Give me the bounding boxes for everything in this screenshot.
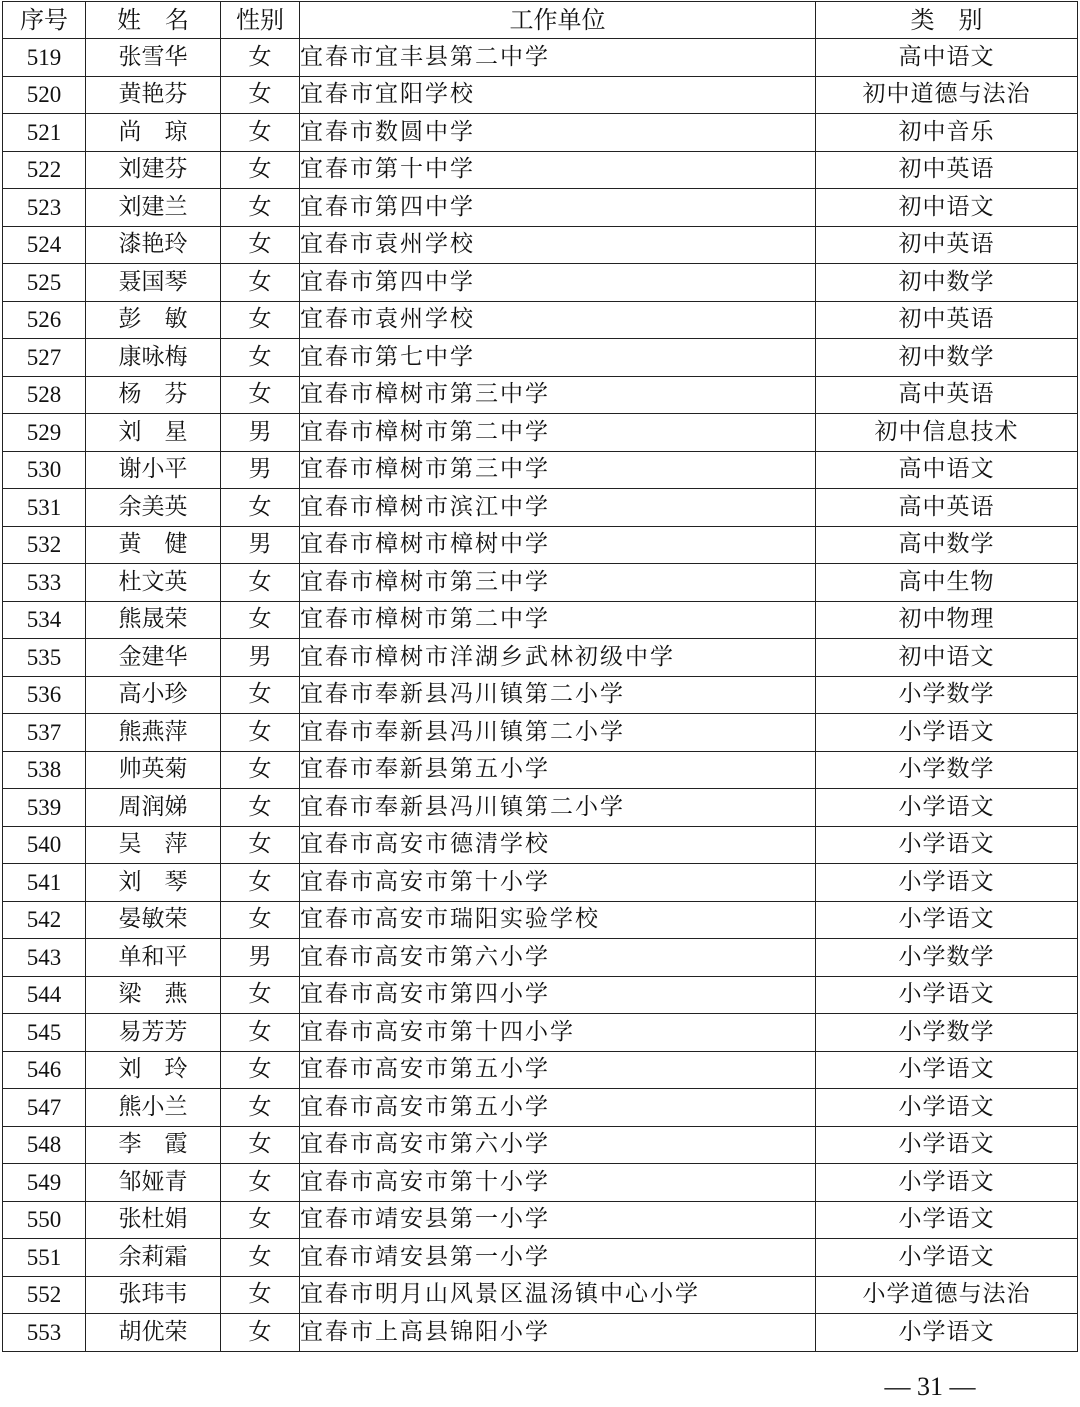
cell-sex: 女 <box>221 1126 300 1164</box>
cell-category: 小学语文 <box>816 789 1078 827</box>
cell-category: 高中英语 <box>816 489 1078 527</box>
table-row <box>3 601 1078 639</box>
table-row <box>3 264 1078 302</box>
cell-name: 李 霞 <box>86 1126 221 1164</box>
table-row <box>3 226 1078 264</box>
cell-name: 熊小兰 <box>86 1089 221 1127</box>
cell-index: 553 <box>3 1314 86 1352</box>
cell-category: 初中数学 <box>816 264 1078 302</box>
cell-index: 522 <box>3 151 86 189</box>
cell-sex: 女 <box>221 714 300 752</box>
cell-unit: 宜春市高安市第六小学 <box>300 1126 816 1164</box>
cell-name: 张玮韦 <box>86 1276 221 1314</box>
cell-category: 初中音乐 <box>816 114 1078 152</box>
cell-sex: 女 <box>221 151 300 189</box>
cell-sex: 女 <box>221 1089 300 1127</box>
cell-index: 529 <box>3 414 86 452</box>
cell-index: 526 <box>3 301 86 339</box>
table-row <box>3 376 1078 414</box>
cell-category: 小学语文 <box>816 1239 1078 1277</box>
table-row <box>3 1051 1078 1089</box>
cell-category: 小学语文 <box>816 1314 1078 1352</box>
cell-name: 彭 敏 <box>86 301 221 339</box>
cell-index: 524 <box>3 226 86 264</box>
table-body <box>3 39 1078 1352</box>
cell-index: 535 <box>3 639 86 677</box>
cell-unit: 宜春市樟树市第二中学 <box>300 414 816 452</box>
cell-index: 536 <box>3 676 86 714</box>
table-row <box>3 976 1078 1014</box>
table-row <box>3 901 1078 939</box>
cell-sex: 女 <box>221 301 300 339</box>
table-row <box>3 1164 1078 1202</box>
cell-unit: 宜春市靖安县第一小学 <box>300 1201 816 1239</box>
cell-sex: 女 <box>221 676 300 714</box>
cell-category: 初中语文 <box>816 639 1078 677</box>
header-sex: 性别 <box>221 2 300 39</box>
cell-name: 帅英菊 <box>86 751 221 789</box>
cell-category: 小学数学 <box>816 939 1078 977</box>
cell-unit: 宜春市樟树市第三中学 <box>300 451 816 489</box>
cell-sex: 女 <box>221 1051 300 1089</box>
cell-category: 初中语文 <box>816 189 1078 227</box>
cell-category: 初中数学 <box>816 339 1078 377</box>
cell-sex: 女 <box>221 901 300 939</box>
table-row <box>3 76 1078 114</box>
cell-index: 530 <box>3 451 86 489</box>
cell-unit: 宜春市数圆中学 <box>300 114 816 152</box>
cell-name: 尚 琼 <box>86 114 221 152</box>
cell-unit: 宜春市高安市第五小学 <box>300 1089 816 1127</box>
cell-index: 540 <box>3 826 86 864</box>
cell-index: 548 <box>3 1126 86 1164</box>
cell-name: 周润娣 <box>86 789 221 827</box>
cell-index: 538 <box>3 751 86 789</box>
cell-index: 542 <box>3 901 86 939</box>
cell-category: 初中道德与法治 <box>816 76 1078 114</box>
cell-unit: 宜春市樟树市第三中学 <box>300 376 816 414</box>
table-row <box>3 451 1078 489</box>
table-row <box>3 1314 1078 1352</box>
cell-unit: 宜春市明月山风景区温汤镇中心小学 <box>300 1276 816 1314</box>
table-row <box>3 1201 1078 1239</box>
cell-name: 刘建兰 <box>86 189 221 227</box>
cell-category: 小学语文 <box>816 1051 1078 1089</box>
cell-index: 546 <box>3 1051 86 1089</box>
cell-name: 张杜娟 <box>86 1201 221 1239</box>
table-row <box>3 414 1078 452</box>
cell-unit: 宜春市高安市第十小学 <box>300 1164 816 1202</box>
cell-sex: 女 <box>221 789 300 827</box>
cell-category: 高中语文 <box>816 39 1078 77</box>
cell-index: 551 <box>3 1239 86 1277</box>
cell-category: 初中信息技术 <box>816 414 1078 452</box>
table-row <box>3 1089 1078 1127</box>
cell-index: 525 <box>3 264 86 302</box>
cell-sex: 女 <box>221 264 300 302</box>
cell-name: 聂国琴 <box>86 264 221 302</box>
cell-index: 521 <box>3 114 86 152</box>
cell-sex: 男 <box>221 526 300 564</box>
cell-name: 康咏梅 <box>86 339 221 377</box>
cell-category: 初中英语 <box>816 151 1078 189</box>
table-row <box>3 301 1078 339</box>
table-row <box>3 939 1078 977</box>
cell-index: 544 <box>3 976 86 1014</box>
cell-name: 邹娅青 <box>86 1164 221 1202</box>
cell-unit: 宜春市高安市第六小学 <box>300 939 816 977</box>
cell-category: 初中英语 <box>816 226 1078 264</box>
cell-index: 533 <box>3 564 86 602</box>
cell-unit: 宜春市第四中学 <box>300 264 816 302</box>
cell-sex: 女 <box>221 189 300 227</box>
table-row <box>3 639 1078 677</box>
cell-sex: 女 <box>221 1164 300 1202</box>
cell-name: 单和平 <box>86 939 221 977</box>
cell-unit: 宜春市第七中学 <box>300 339 816 377</box>
cell-name: 刘 星 <box>86 414 221 452</box>
cell-index: 531 <box>3 489 86 527</box>
cell-unit: 宜春市樟树市樟树中学 <box>300 526 816 564</box>
cell-unit: 宜春市高安市第十小学 <box>300 864 816 902</box>
cell-name: 漆艳玲 <box>86 226 221 264</box>
cell-index: 519 <box>3 39 86 77</box>
header-name: 姓 名 <box>86 2 221 39</box>
page-number: — 31 — <box>884 1372 976 1401</box>
cell-unit: 宜春市奉新县第五小学 <box>300 751 816 789</box>
table-row <box>3 1126 1078 1164</box>
cell-index: 534 <box>3 601 86 639</box>
header-category: 类 别 <box>816 2 1078 39</box>
cell-unit: 宜春市奉新县冯川镇第二小学 <box>300 676 816 714</box>
cell-sex: 男 <box>221 451 300 489</box>
cell-unit: 宜春市上高县锦阳小学 <box>300 1314 816 1352</box>
cell-unit: 宜春市靖安县第一小学 <box>300 1239 816 1277</box>
table-row <box>3 1276 1078 1314</box>
cell-index: 543 <box>3 939 86 977</box>
cell-name: 熊晟荣 <box>86 601 221 639</box>
cell-unit: 宜春市宜阳学校 <box>300 76 816 114</box>
cell-category: 小学语文 <box>816 976 1078 1014</box>
table-row <box>3 39 1078 77</box>
cell-sex: 女 <box>221 1201 300 1239</box>
cell-index: 545 <box>3 1014 86 1052</box>
cell-sex: 女 <box>221 1314 300 1352</box>
table-row <box>3 151 1078 189</box>
table-row <box>3 489 1078 527</box>
cell-index: 527 <box>3 339 86 377</box>
table-row <box>3 714 1078 752</box>
table-row <box>3 826 1078 864</box>
cell-name: 谢小平 <box>86 451 221 489</box>
cell-sex: 女 <box>221 1276 300 1314</box>
cell-unit: 宜春市樟树市洋湖乡武林初级中学 <box>300 639 816 677</box>
cell-category: 小学语文 <box>816 1201 1078 1239</box>
cell-category: 小学数学 <box>816 1014 1078 1052</box>
cell-name: 梁 燕 <box>86 976 221 1014</box>
cell-unit: 宜春市第四中学 <box>300 189 816 227</box>
cell-unit: 宜春市袁州学校 <box>300 226 816 264</box>
cell-name: 余莉霜 <box>86 1239 221 1277</box>
cell-name: 余美英 <box>86 489 221 527</box>
cell-unit: 宜春市宜丰县第二中学 <box>300 39 816 77</box>
cell-name: 张雪华 <box>86 39 221 77</box>
cell-category: 高中生物 <box>816 564 1078 602</box>
cell-sex: 男 <box>221 639 300 677</box>
table-header-row <box>3 2 1078 39</box>
cell-category: 小学语文 <box>816 1089 1078 1127</box>
table-row <box>3 114 1078 152</box>
cell-unit: 宜春市高安市第四小学 <box>300 976 816 1014</box>
table-row <box>3 339 1078 377</box>
cell-category: 小学数学 <box>816 751 1078 789</box>
cell-sex: 女 <box>221 114 300 152</box>
cell-index: 532 <box>3 526 86 564</box>
cell-category: 初中物理 <box>816 601 1078 639</box>
cell-name: 杨 芬 <box>86 376 221 414</box>
cell-sex: 女 <box>221 564 300 602</box>
cell-unit: 宜春市樟树市第三中学 <box>300 564 816 602</box>
cell-name: 吴 萍 <box>86 826 221 864</box>
header-unit: 工作单位 <box>300 2 816 39</box>
cell-unit: 宜春市樟树市滨江中学 <box>300 489 816 527</box>
cell-index: 541 <box>3 864 86 902</box>
cell-category: 小学语文 <box>816 1164 1078 1202</box>
cell-index: 550 <box>3 1201 86 1239</box>
cell-index: 520 <box>3 76 86 114</box>
cell-category: 高中数学 <box>816 526 1078 564</box>
header-index: 序号 <box>3 2 86 39</box>
teacher-roster-table <box>2 1 1078 1352</box>
table-row <box>3 564 1078 602</box>
table-row <box>3 189 1078 227</box>
table-row <box>3 789 1078 827</box>
cell-name: 黄 健 <box>86 526 221 564</box>
cell-name: 杜文英 <box>86 564 221 602</box>
cell-category: 高中语文 <box>816 451 1078 489</box>
cell-unit: 宜春市高安市第十四小学 <box>300 1014 816 1052</box>
cell-category: 小学语文 <box>816 714 1078 752</box>
cell-index: 523 <box>3 189 86 227</box>
cell-category: 高中英语 <box>816 376 1078 414</box>
cell-name: 刘建芬 <box>86 151 221 189</box>
cell-unit: 宜春市高安市德清学校 <box>300 826 816 864</box>
cell-unit: 宜春市奉新县冯川镇第二小学 <box>300 789 816 827</box>
cell-category: 小学语文 <box>816 901 1078 939</box>
cell-index: 539 <box>3 789 86 827</box>
cell-sex: 女 <box>221 826 300 864</box>
cell-category: 小学数学 <box>816 676 1078 714</box>
cell-sex: 女 <box>221 489 300 527</box>
table-row <box>3 751 1078 789</box>
table-row <box>3 526 1078 564</box>
cell-sex: 女 <box>221 864 300 902</box>
cell-unit: 宜春市高安市第五小学 <box>300 1051 816 1089</box>
cell-unit: 宜春市第十中学 <box>300 151 816 189</box>
cell-index: 537 <box>3 714 86 752</box>
cell-sex: 男 <box>221 939 300 977</box>
cell-sex: 女 <box>221 76 300 114</box>
cell-index: 549 <box>3 1164 86 1202</box>
cell-category: 小学道德与法治 <box>816 1276 1078 1314</box>
cell-sex: 女 <box>221 1239 300 1277</box>
cell-name: 胡优荣 <box>86 1314 221 1352</box>
cell-name: 熊燕萍 <box>86 714 221 752</box>
cell-index: 547 <box>3 1089 86 1127</box>
cell-unit: 宜春市高安市瑞阳实验学校 <box>300 901 816 939</box>
cell-unit: 宜春市袁州学校 <box>300 301 816 339</box>
cell-name: 黄艳芬 <box>86 76 221 114</box>
table-row <box>3 1014 1078 1052</box>
cell-sex: 女 <box>221 39 300 77</box>
cell-unit: 宜春市奉新县冯川镇第二小学 <box>300 714 816 752</box>
cell-name: 晏敏荣 <box>86 901 221 939</box>
cell-sex: 女 <box>221 601 300 639</box>
cell-unit: 宜春市樟树市第二中学 <box>300 601 816 639</box>
cell-name: 刘 琴 <box>86 864 221 902</box>
cell-category: 小学语文 <box>816 1126 1078 1164</box>
cell-name: 刘 玲 <box>86 1051 221 1089</box>
cell-name: 金建华 <box>86 639 221 677</box>
table-row <box>3 864 1078 902</box>
cell-sex: 女 <box>221 226 300 264</box>
table-row <box>3 676 1078 714</box>
cell-name: 易芳芳 <box>86 1014 221 1052</box>
cell-index: 528 <box>3 376 86 414</box>
table-row <box>3 1239 1078 1277</box>
cell-sex: 女 <box>221 376 300 414</box>
cell-index: 552 <box>3 1276 86 1314</box>
cell-sex: 女 <box>221 1014 300 1052</box>
cell-category: 初中英语 <box>816 301 1078 339</box>
cell-category: 小学语文 <box>816 826 1078 864</box>
cell-sex: 女 <box>221 751 300 789</box>
cell-category: 小学语文 <box>816 864 1078 902</box>
cell-sex: 男 <box>221 414 300 452</box>
cell-sex: 女 <box>221 339 300 377</box>
cell-sex: 女 <box>221 976 300 1014</box>
cell-name: 高小珍 <box>86 676 221 714</box>
